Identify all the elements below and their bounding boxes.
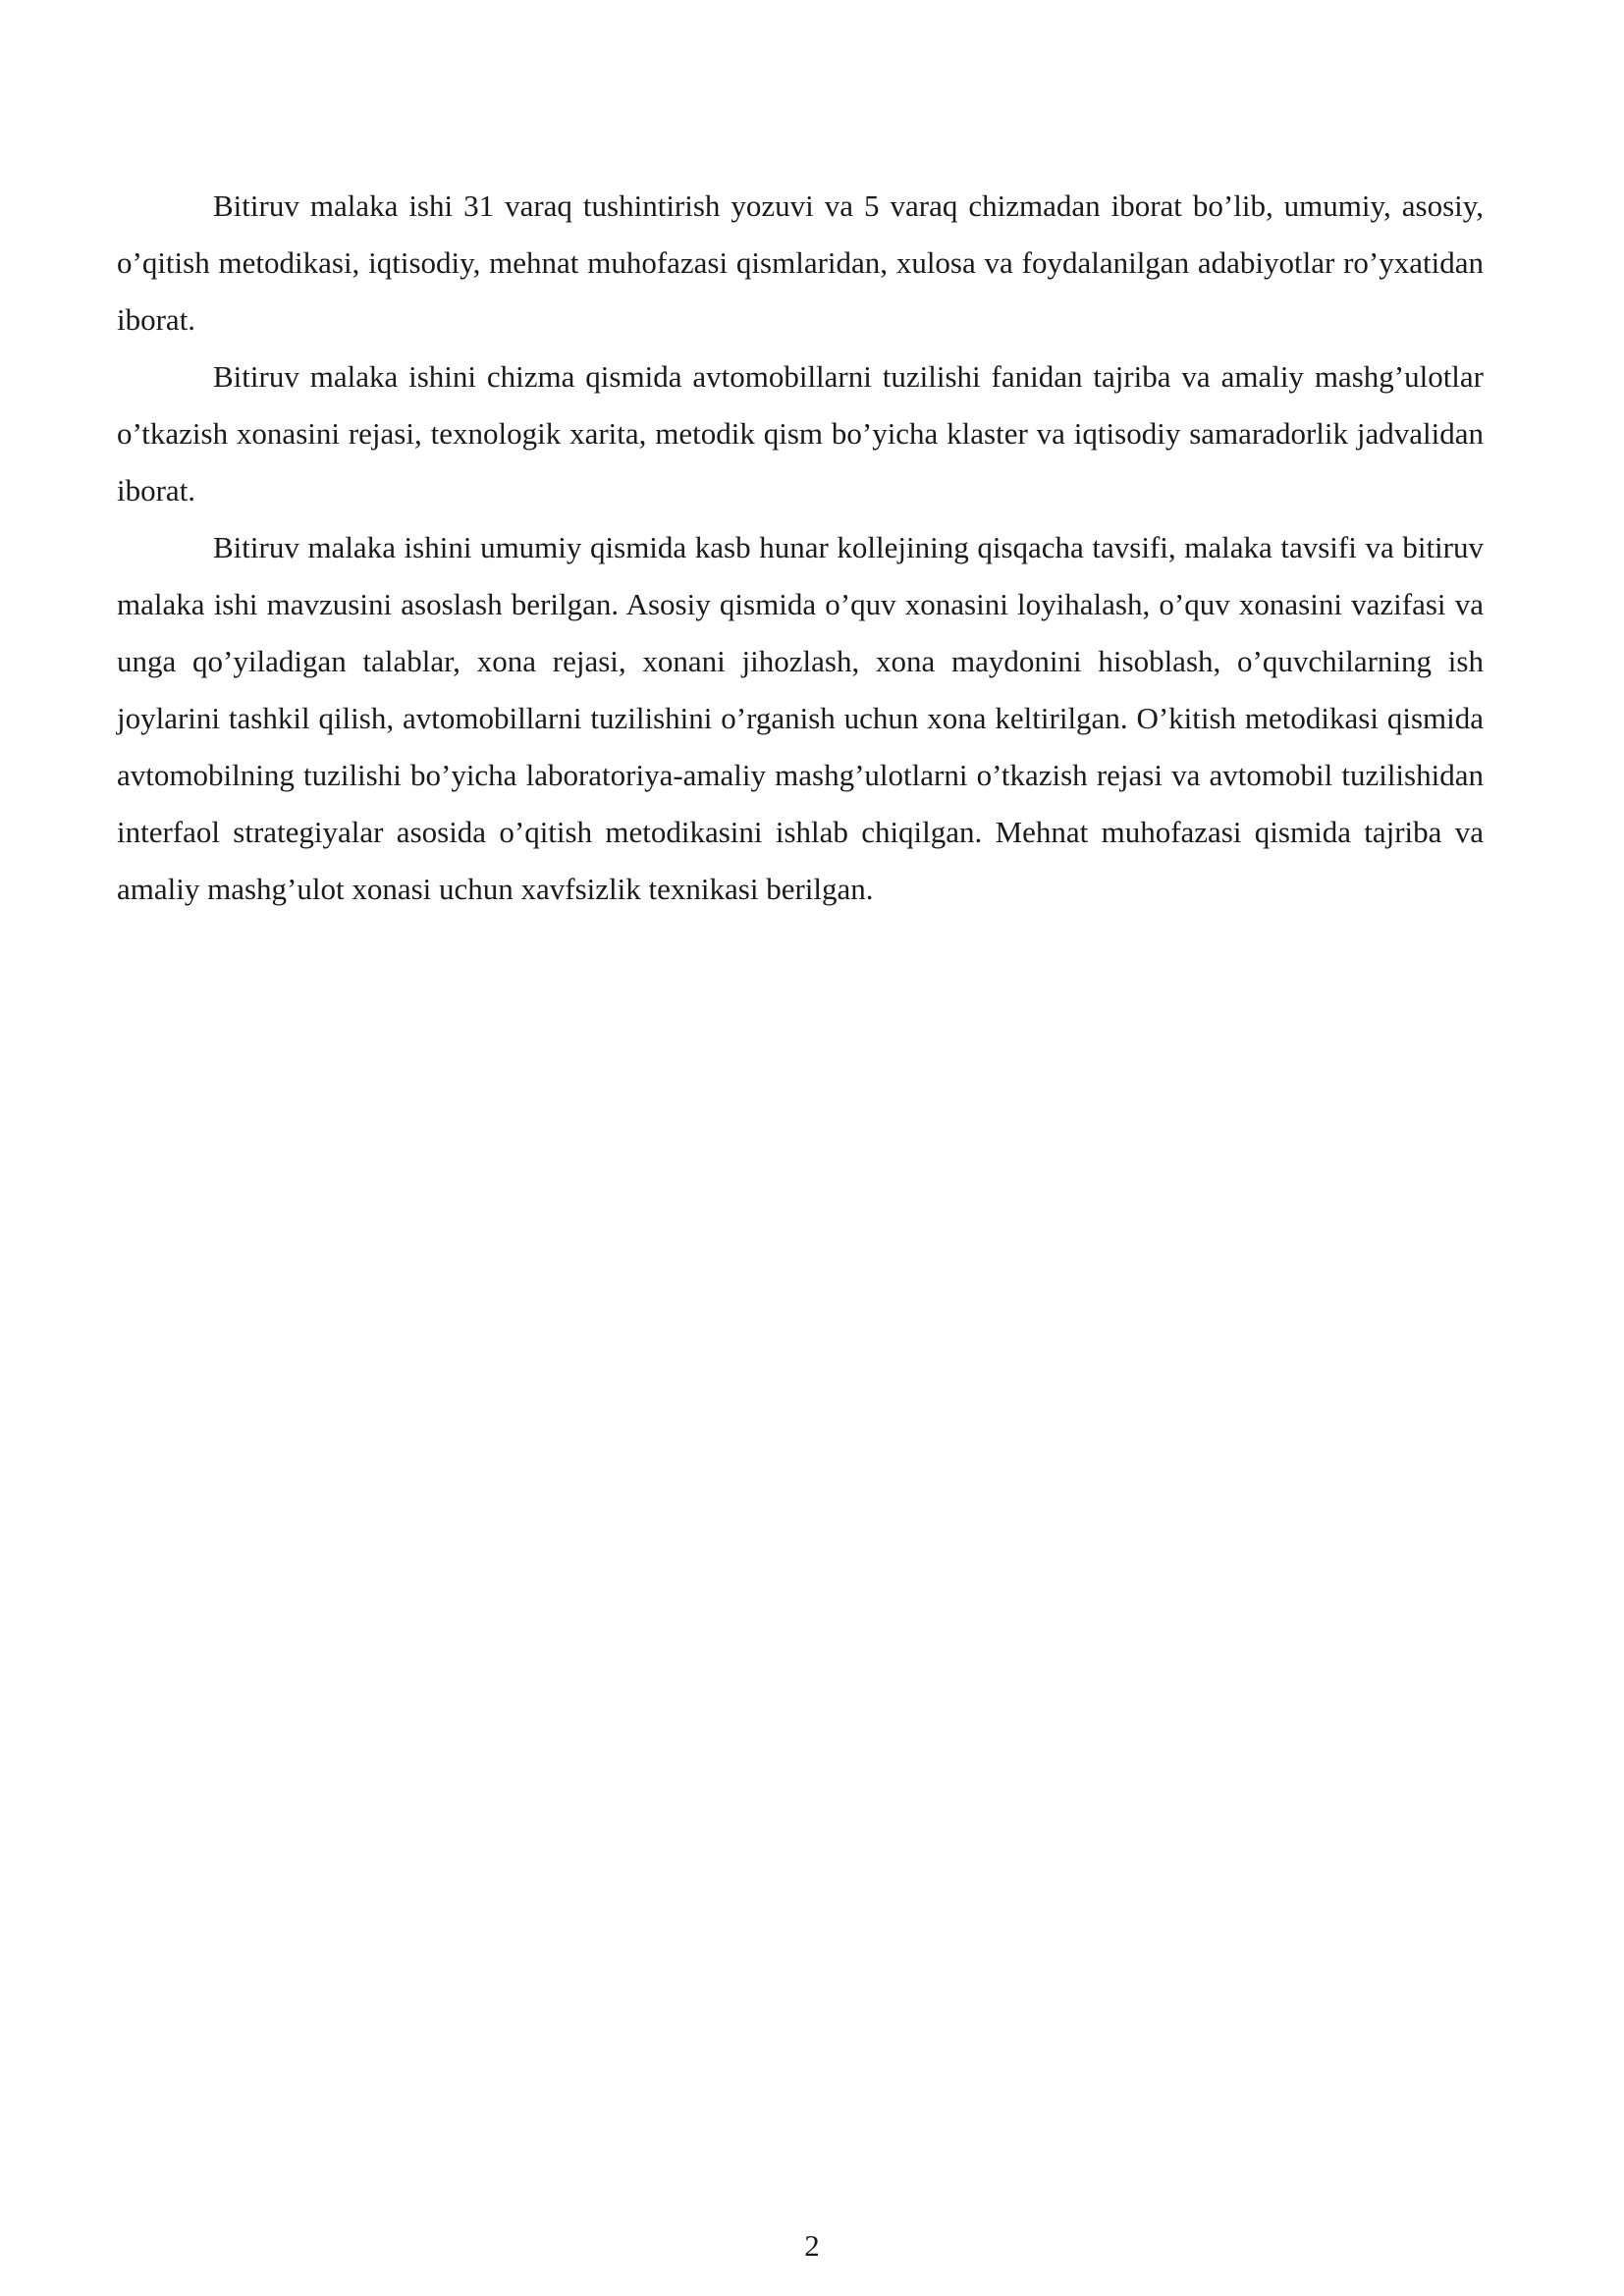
document-body — [117, 178, 1484, 918]
paragraph-summary: Bitiruv malaka ishi 31 varaq tushintirish yozuvi va 5 varaq chizmadan iborat bo’lib, umumiy, asosiy, o’qitish metodikasi, iqtisodiy, mehnat muhofazasi qismlaridan, xulosa va foydalanilgan adabiyotlar ro’yxatidan iborat. — [117, 188, 1484, 337]
paragraph-drawings: Bitiruv malaka ishini chizma qismida avtomobillarni tuzilishi fanidan tajriba va amaliy mashg’ulotlar o’tkazish xonasini rejasi, texnologik xarita, metodik qism bo’yicha klaster va iqtisodiy samaradorlik jadvalidan iborat. — [117, 359, 1484, 507]
page-number: 2 — [804, 2228, 820, 2263]
paragraph-sections: Bitiruv malaka ishini umumiy qismida kasb hunar kollejining qisqacha tavsifi, malaka tavsifi va bitiruv malaka ishi mavzusini asoslash berilgan. Asosiy qismida o’quv xonasini loyihalash, o’quv xonasini vazifasi va unga qo’yiladigan talablar, xona rejasi, xonani jihozlash, xona maydonini hisoblash, o’quvchilarning ish joylarini tashkil qilish, avtomobillarni tuzilishini o’rganish uchun xona keltirilgan. O’kitish metodikasi qismida avtomobilning tuzilishi bo’yicha laboratoriya-amaliy mashg’ulotlarni o’tkazish rejasi va avtomobil tuzilishidan interfaol strategiyalar asosida o’qitish metodikasini ishlab chiqilgan. Mehnat muhofazasi qismida tajriba va amaliy mashg’ulot xonasi uchun xavfsizlik texnikasi berilgan. — [117, 530, 1484, 906]
